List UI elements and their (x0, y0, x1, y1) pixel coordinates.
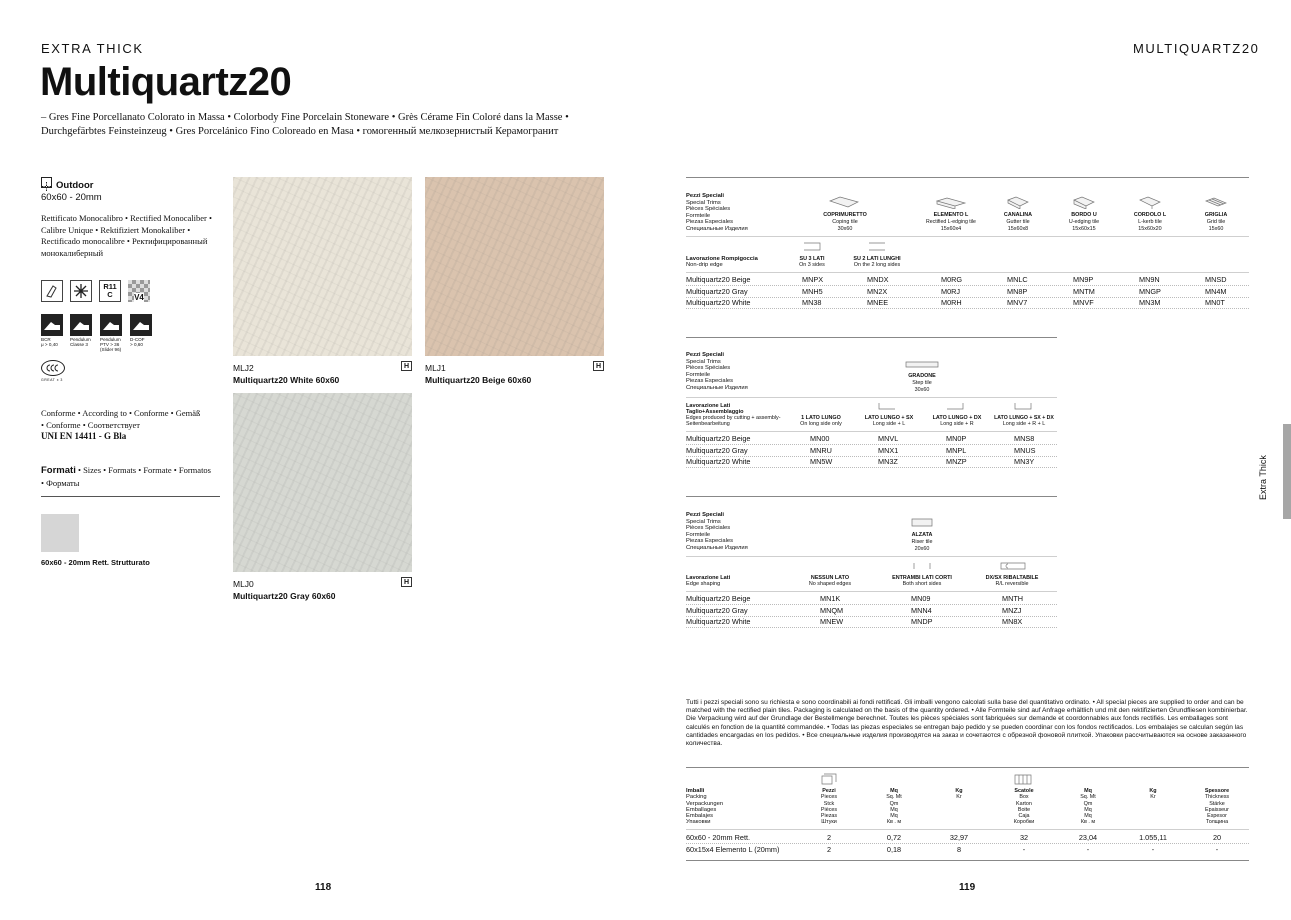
formati-text: • Sizes • Formats • Formate • Formatos • Форматы (41, 465, 211, 488)
section1-top-rule (686, 177, 1249, 178)
shoe-icon-pendulum (70, 314, 92, 336)
packing-heading-fr: Emballages (686, 806, 717, 813)
section1-heading-es: Piezas Especiales (686, 219, 734, 226)
packing-col-kg2 (1133, 788, 1173, 801)
pack-row1-pieces: 2 (826, 833, 832, 842)
s1-white-code-2: MNEE (867, 298, 889, 307)
piece-size-u-edging: 15x60x15 (1072, 226, 1096, 232)
col-pieces-l2: Stck (823, 800, 835, 807)
opt-no-side: NESSUN LATO (810, 575, 850, 581)
section3-mid-rule (686, 556, 1057, 557)
s2-row-beige-name: Multiquartz20 Beige (686, 434, 751, 443)
slip-label-dcof: D-COF > 0,60 (130, 337, 145, 347)
rectified-text: Rettificato Monocalibro • Rectified Monocaliber • Calibre Unique • Rektifiziert Monokaliber • Rectificado monocalibre • Ректифицированный монокалиберный (41, 213, 212, 258)
piece-name-coping: COPRIMURETTO (823, 212, 867, 218)
opt-long-dx-sub: Long side + R (940, 421, 974, 427)
piece-sub-grid: Grid tile (1206, 219, 1226, 225)
s1-beige-code-6: MN9N (1139, 275, 1160, 284)
section1-table-rule (686, 272, 1249, 273)
pack-row2-mq2: - (1086, 845, 1090, 854)
section3-heading (686, 512, 806, 552)
s1-beige-code-5: MN9P (1073, 275, 1094, 284)
s1-row-gray-name: Multiquartz20 Gray (686, 287, 748, 296)
col-mq2-l2: Qm (1083, 800, 1093, 807)
piece-name-riser: ALZATA (911, 532, 933, 538)
col-mq-l3: Mq (890, 806, 898, 813)
section2-heading-de: Formteile (686, 371, 711, 378)
packing-heading-de: Verpackungen (686, 800, 724, 807)
s2-beige-code-4: MNS8 (1014, 434, 1035, 443)
frost-hand-icon (41, 280, 63, 302)
opt-long-sx-dx: LATO LUNGO + SX + DX (994, 415, 1054, 421)
pack-row1-mq: 0,72 (886, 833, 902, 842)
s1-row-white-name: Multiquartz20 White (686, 298, 751, 307)
u-edging-tile-icon (1072, 195, 1096, 209)
pack-row2-kg: 8 (956, 845, 962, 854)
piece-size-coping: 30x60 (837, 226, 853, 232)
s2-row-white-name: Multiquartz20 White (686, 457, 751, 466)
piece-sub-l-edging: Rectified L-edging tile (926, 219, 976, 225)
s1-gray-code-5: MNTM (1073, 287, 1095, 296)
opt-long-sx: LATO LUNGO + SX (864, 415, 914, 421)
s3-gray-code-1: MNQM (820, 606, 844, 615)
piece-sub-gutter: Gutter tile (1006, 219, 1030, 225)
packing-col-thickness (1196, 788, 1238, 826)
shoe-icon-bcr (41, 314, 63, 336)
s1-gray-code-4: MN8P (1007, 287, 1028, 296)
col-mq2-l4: Mq (1084, 813, 1092, 820)
packing-col-mq (874, 788, 914, 826)
col-box-l4: Caja (1018, 813, 1030, 820)
long-side-rl-icon (1014, 402, 1032, 410)
piece-name-l-edging: ELEMENTO L (933, 212, 969, 218)
r11-badge-icon (99, 280, 121, 302)
l-edging-tile-icon (935, 197, 967, 209)
piece-size-l-edging: 15x60x4 (940, 226, 962, 232)
formati-block (41, 464, 211, 489)
s3-row-white-name: Multiquartz20 White (686, 617, 751, 626)
section2-heading-es: Piezas Especiales (686, 378, 734, 385)
gutter-tile-icon (1006, 195, 1030, 209)
s1-beige-code-4: MNLC (1007, 275, 1028, 284)
piece-name-gutter: CANALINA (1003, 212, 1033, 218)
lav-lati-label: Lavorazione Lati (686, 403, 731, 409)
section2-heading-en: Special Trims (686, 358, 721, 365)
section3-heading-de: Formteile (686, 531, 711, 538)
special-pieces-note: Tutti i pezzi speciali sono su richiesta e sono coordinabili ai fondi rettificati. Gli imballi vengono calcolati sulla base del quantitativo ordinato. • All special pieces are supplied to order and can be matched with the rectified plain tiles. Packaging is calculated on the basis of the quantity ordered. • Alle Formteile sind auf Anfrage erhältlich und mit den rektifizierten Grundfliesen kombinierbar. Die Verpackung wird auf der Grundlage der Bestellmenge berechnet. Toutes les pièces spéciales sont fabriquées sur demande et coordonnables aux fonds rectifiés. Les emballages sont calculés en fonction de la quantité commandée. • Todas las piezas especiales se entregan bajo pedido y se pueden coordinar con los fondos rectificados. Los embalajes se calculan según las cantidades encargadas en los pedidos. • Все специальные изделия производятся на заказ и сочетаются с обрезной фоновой плиткой. Упаковки рассчитываются на основе заказанного количества. (686, 699, 1248, 748)
lav-option-3-sides: SU 3 LATI (799, 256, 825, 262)
col-thickness-l1: Thickness (1204, 794, 1230, 801)
slip-label-pendulum: Pendulum Classe 3 (70, 337, 91, 347)
s2-white-code-4: MN3Y (1014, 457, 1035, 466)
side-tab-marker (1283, 424, 1291, 519)
lav-rompigoccia-label: Lavorazione Rompigoccia (686, 256, 758, 262)
section2-heading (686, 352, 806, 392)
packing-col-box (1004, 788, 1044, 826)
s1-gray-code-1: MNH5 (802, 287, 823, 296)
pack-row1-box: 32 (1019, 833, 1029, 842)
s1-gray-code-7: MN4M (1205, 287, 1227, 296)
s1-white-code-6: MN3M (1139, 298, 1161, 307)
col-pieces-l1: Pieces (820, 794, 838, 801)
pack-row1-kg: 32,97 (949, 833, 969, 842)
col-kg2-l1: Kr (1150, 794, 1156, 801)
s1-white-code-1: MN38 (802, 298, 822, 307)
tile-image-gray[interactable] (233, 393, 412, 572)
col-pieces-l0: Pezzi (822, 788, 836, 794)
piece-size-step: 30x60 (914, 387, 930, 393)
piece-sub-l-kerb: L-kerb tile (1138, 219, 1162, 225)
step-tile-icon (905, 360, 939, 370)
s2-gray-code-1: MNRU (810, 446, 832, 455)
tile-badge-gray: H (401, 577, 412, 587)
lav-lati-3-sub: Edge shaping (686, 581, 721, 587)
tile-code-gray: MLJ0 (233, 579, 254, 589)
lav-lati-label2: Taglio+Assemblaggio (686, 409, 744, 415)
s1-gray-code-2: MN2X (867, 287, 888, 296)
piece-sub-coping: Coping tile (832, 219, 858, 225)
col-kg-l1: Kr (956, 794, 962, 801)
piece-name-step: GRADONE (908, 373, 936, 379)
col-pieces-l3: Pièces (820, 806, 838, 813)
slip-label-bcr: BCR μ > 0,40 (41, 337, 58, 347)
s2-white-code-1: MN5W (810, 457, 833, 466)
two-long-sides-icon (868, 242, 886, 252)
section1-heading-en: Special Trims (686, 199, 721, 206)
packing-col-kg (939, 788, 979, 801)
piece-sub-riser: Riser tile (911, 539, 933, 545)
left-page-number: 118 (315, 882, 332, 893)
three-sides-icon (803, 242, 821, 252)
opt-long-dx: LATO LUNGO + DX (932, 415, 982, 421)
shoe-icon-ptv (100, 314, 122, 336)
lav-lati-sub: Edges produced by cutting + assembly-Seitenbearbeitung (686, 415, 781, 427)
packing-heading-es: Embalajes (686, 813, 714, 820)
col-mq-l2: Qm (889, 800, 899, 807)
col-thickness-l4: Espesor (1207, 813, 1227, 820)
col-box-l3: Boite (1017, 806, 1031, 813)
s1-row-divider-3 (686, 308, 1249, 309)
piece-sub-step: Step tile (912, 380, 932, 386)
left-kicker: EXTRA THICK (41, 41, 144, 56)
opt-1-long-sub: On long side only (800, 421, 842, 427)
opt-reversible-sub: R/L reversible (995, 581, 1029, 587)
conforme-text: Conforme • According to • Conforme • Gemäß • Conforme • Соответствует (41, 408, 201, 430)
outdoor-label: Outdoor (56, 180, 94, 191)
r11-label: R11 (103, 282, 117, 291)
section2-mid-rule (686, 397, 1057, 398)
r11-class: C (107, 290, 113, 299)
piece-size-grid: 15x60 (1208, 226, 1224, 232)
col-mq2-l1: Sq. Mt (1080, 794, 1096, 801)
pack-row2-mq: 0,18 (886, 845, 902, 854)
packing-col-mq2 (1068, 788, 1108, 826)
s1-gray-code-3: M0RJ (941, 287, 961, 296)
section1-mid-rule (686, 236, 1249, 237)
section3-heading-it: Pezzi Speciali (686, 512, 725, 518)
s1-gray-code-6: MNGP (1139, 287, 1161, 296)
tile-code-white: MLJ2 (233, 363, 254, 373)
piece-sub-u-edging: U-edging tile (1068, 219, 1100, 225)
section2-heading-it: Pezzi Speciali (686, 352, 725, 358)
lav-rompigoccia-sub: Non-drip edge (686, 262, 723, 268)
format-swatch-label: 60x60 - 20mm Rett. Strutturato (41, 558, 150, 567)
pack-row2-pieces: 2 (826, 845, 832, 854)
s2-white-code-2: MN3Z (878, 457, 898, 466)
section3-top-rule (686, 496, 1057, 497)
s2-beige-code-1: MN00 (810, 434, 830, 443)
opt-both-short: ENTRAMBI LATI CORTI (892, 575, 952, 581)
col-pieces-l5: Штуки (821, 819, 837, 826)
section3-heading-fr: Pièces Spéciales (686, 525, 731, 532)
tile-code-beige: MLJ1 (425, 363, 446, 373)
snowflake-icon (70, 280, 92, 302)
opt-both-short-sub: Both short sides (902, 581, 942, 587)
pack-row1-mq2: 23,04 (1078, 833, 1098, 842)
s3-beige-code-1: MN1K (820, 594, 841, 603)
s2-row-divider-3 (686, 467, 1057, 468)
section1-heading-ru: Специальные Изделия (686, 225, 748, 232)
tile-badge-white: H (401, 361, 412, 371)
slip-label-ptv: Pendulum PTV > 36 (Slider 96) (100, 337, 122, 352)
col-mq-l0: Mq (890, 788, 898, 794)
tile-image-white[interactable] (233, 177, 412, 356)
packing-top-rule (686, 767, 1249, 768)
col-mq-l5: Кв . м (886, 819, 902, 826)
coping-tile-icon (828, 195, 860, 209)
tile-name-gray: Multiquartz20 Gray 60x60 (233, 591, 336, 601)
formati-divider (41, 496, 220, 497)
s3-gray-code-2: MNN4 (911, 606, 932, 615)
s3-row-divider-1 (686, 604, 1057, 605)
s1-beige-code-7: MNSD (1205, 275, 1227, 284)
s2-gray-code-3: MNPL (946, 446, 967, 455)
subtitle: – Gres Fine Porcellanato Colorato in Massa • Colorbody Fine Porcelain Stoneware • Grès Cérame Fin Coloré dans la Masse • Durchgefärbtes Feinsteinzeug • Gres Porcelánico Fino Coloreado en Masa • гомогенный мелкозернистый Керамогранит (41, 112, 569, 137)
s1-white-code-5: MNVF (1073, 298, 1094, 307)
col-box-l2: Karton (1016, 800, 1032, 807)
tile-name-beige: Multiquartz20 Beige 60x60 (425, 375, 532, 385)
s2-gray-code-4: MNUS (1014, 446, 1036, 455)
section2-heading-fr: Pièces Spéciales (686, 365, 731, 372)
lav-option-3-sides-sub: On 3 sides (799, 262, 825, 268)
packing-col-pieces (809, 788, 849, 826)
box-icon (1014, 773, 1032, 785)
opt-long-sx-sub: Long side + L (872, 421, 906, 427)
piece-size-gutter: 15x60x8 (1007, 226, 1029, 232)
tile-image-beige[interactable] (425, 177, 604, 356)
shoe-icon-dcof (130, 314, 152, 336)
s2-row-gray-name: Multiquartz20 Gray (686, 446, 748, 455)
pack-row1-name: 60x60 - 20mm Rett. (686, 833, 751, 842)
s3-white-code-1: MNEW (820, 617, 844, 626)
section1-heading (686, 193, 806, 233)
pieces-icon (821, 773, 837, 785)
standard-label: UNI EN 14411 - G Bla (41, 431, 127, 441)
pack-row-divider-1 (686, 843, 1249, 844)
piece-name-u-edging: BORDO U (1071, 212, 1097, 218)
opt-long-sx-dx-sub: Long side + R + L (1002, 421, 1046, 427)
tile-name-white: Multiquartz20 White 60x60 (233, 375, 340, 385)
s1-row-divider-1 (686, 285, 1249, 286)
right-page-number: 119 (959, 882, 976, 893)
col-thickness-l3: Epaisseur (1205, 806, 1229, 813)
lav-lati-3-label: Lavorazione Lati (686, 575, 731, 581)
packing-heading-ru: Упаковки (686, 819, 711, 826)
col-mq2-l5: Кв . м (1080, 819, 1096, 826)
s1-white-code-4: MNV7 (1007, 298, 1028, 307)
pack-row1-thickness: 20 (1212, 833, 1222, 842)
opt-reversible: DX/SX RIBALTABILE (985, 575, 1039, 581)
s3-gray-code-3: MNZJ (1002, 606, 1022, 615)
packing-header-rule (686, 829, 1249, 830)
s1-beige-code-2: MNDX (867, 275, 889, 284)
s2-row-divider-1 (686, 444, 1057, 445)
section1-heading-it: Pezzi Speciali (686, 193, 725, 199)
tile-badge-beige: H (593, 361, 604, 371)
reversible-icon (1000, 562, 1026, 570)
col-thickness-l5: Толщина (1205, 819, 1229, 826)
shade-variation-icon (128, 280, 150, 302)
col-kg-l0: Kg (955, 788, 963, 794)
section3-table-rule (686, 591, 1057, 592)
s2-beige-code-3: MN0P (946, 434, 967, 443)
section1-heading-de: Formteile (686, 212, 711, 219)
s1-beige-code-1: MNPX (802, 275, 824, 284)
section2-top-rule (686, 337, 1057, 338)
format-swatch (41, 514, 79, 552)
right-header: MULTIQUARTZ20 (1133, 41, 1260, 56)
riser-tile-icon (911, 518, 933, 527)
pack-row2-thickness: - (1215, 845, 1219, 854)
certification-icon (41, 360, 65, 376)
long-side-l-icon (878, 402, 896, 410)
section1-heading-fr: Pièces Spéciales (686, 206, 731, 213)
certification-text: GREAT x 3 (41, 378, 63, 382)
col-mq-l1: Sq. Mt (886, 794, 902, 801)
col-box-l1: Box (1019, 794, 1029, 801)
piece-name-l-kerb: CORDOLO L (1133, 212, 1167, 218)
packing-heading-en: Packing (686, 794, 707, 801)
s3-row-divider-3 (686, 627, 1057, 628)
pack-row2-kg2: - (1151, 845, 1155, 854)
lav-option-2-long-sub: On the 2 long sides (853, 262, 901, 268)
s3-beige-code-2: MN09 (911, 594, 931, 603)
side-tab-label: Extra Thick (1258, 455, 1268, 500)
outdoor-icon (41, 177, 52, 188)
piece-size-l-kerb: 15x60x20 (1138, 226, 1162, 232)
section3-heading-ru: Специальные Изделия (686, 544, 748, 551)
section2-table-rule (686, 431, 1057, 432)
s2-gray-code-2: MNX1 (878, 446, 899, 455)
formati-label: Formati (41, 465, 76, 476)
s3-row-beige-name: Multiquartz20 Beige (686, 594, 751, 603)
s1-white-code-3: M0RH (941, 298, 962, 307)
section2-heading-ru: Специальные Изделия (686, 384, 748, 391)
packing-heading (686, 788, 766, 826)
packing-heading-it: Imballi (686, 788, 705, 794)
piece-size-riser: 20x60 (914, 546, 930, 552)
s1-white-code-7: MN0T (1205, 298, 1225, 307)
col-mq-l4: Mq (890, 813, 898, 820)
col-pieces-l4: Piezas (820, 813, 838, 820)
s1-beige-code-3: M0RG (941, 275, 963, 284)
lav-option-2-long: SU 2 LATI LUNGHI (853, 256, 901, 262)
s3-beige-code-3: MNTH (1002, 594, 1024, 603)
both-short-sides-icon (913, 562, 931, 570)
col-thickness-l0: Spessore (1204, 788, 1230, 794)
s1-row-divider-2 (686, 297, 1249, 298)
col-thickness-l2: Stärke (1209, 800, 1225, 807)
col-mq2-l0: Mq (1084, 788, 1092, 794)
s3-white-code-2: MNDP (911, 617, 933, 626)
packing-bottom-rule (686, 860, 1249, 861)
page-title: Multiquartz20 (40, 60, 292, 104)
s2-white-code-3: MNZP (946, 457, 967, 466)
outdoor-size: 60x60 - 20mm (41, 192, 102, 203)
long-side-r-icon (946, 402, 964, 410)
col-kg2-l0: Kg (1149, 788, 1157, 794)
s2-beige-code-2: MNVL (878, 434, 899, 443)
col-box-l5: Коробки (1013, 819, 1035, 826)
pack-row2-box: - (1022, 845, 1026, 854)
s1-row-beige-name: Multiquartz20 Beige (686, 275, 751, 284)
v4-label: V4 (134, 293, 144, 302)
col-mq2-l3: Mq (1084, 806, 1092, 813)
pack-row1-kg2: 1.055,11 (1139, 833, 1167, 842)
col-box-l0: Scatole (1014, 788, 1034, 794)
piece-name-grid: GRIGLIA (1204, 212, 1228, 218)
s3-row-gray-name: Multiquartz20 Gray (686, 606, 748, 615)
opt-no-side-sub: No shaped edges (808, 581, 852, 587)
s3-white-code-3: MN8X (1002, 617, 1023, 626)
section3-heading-en: Special Trims (686, 518, 721, 525)
l-kerb-tile-icon (1138, 195, 1162, 209)
section3-heading-es: Piezas Especiales (686, 538, 734, 545)
opt-1-long: 1 LATO LUNGO (801, 415, 841, 421)
pack-row2-name: 60x15x4 Elemento L (20mm) (686, 845, 780, 854)
grid-tile-icon (1204, 197, 1228, 209)
